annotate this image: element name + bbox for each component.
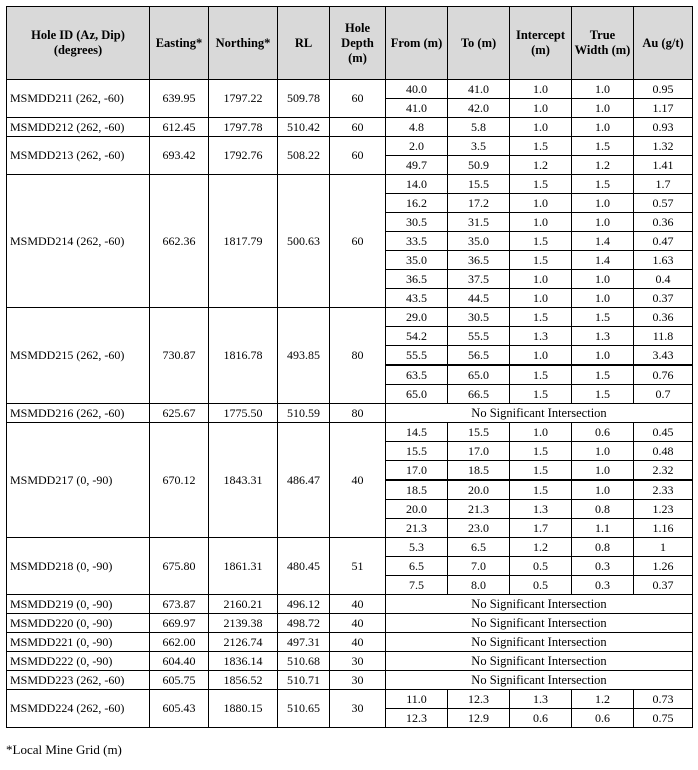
northing-cell: 1843.31 — [209, 423, 278, 538]
to-cell: 7.0 — [448, 557, 510, 576]
au-cell: 1 — [634, 538, 693, 557]
hole-id-cell: MSMDD213 (262, -60) — [7, 137, 150, 175]
au-cell: 0.48 — [634, 442, 693, 461]
hole-id-cell: MSMDD211 (262, -60) — [7, 80, 150, 118]
au-cell: 1.63 — [634, 251, 693, 270]
northing-cell: 1880.15 — [209, 690, 278, 728]
to-cell: 12.3 — [448, 690, 510, 709]
true-width-cell: 1.5 — [572, 385, 634, 404]
col-header-to: To (m) — [448, 7, 510, 80]
intercept-cell: 1.3 — [510, 327, 572, 346]
from-cell: 29.0 — [386, 308, 448, 327]
from-cell: 21.3 — [386, 519, 448, 538]
intercept-cell: 1.5 — [510, 461, 572, 481]
hole-depth-cell: 40 — [330, 595, 386, 614]
from-cell: 36.5 — [386, 270, 448, 289]
easting-cell: 612.45 — [150, 118, 209, 137]
table-row — [7, 538, 693, 557]
table-row — [7, 652, 693, 671]
northing-cell: 2126.74 — [209, 633, 278, 652]
easting-cell: 604.40 — [150, 652, 209, 671]
intercept-cell: 0.5 — [510, 557, 572, 576]
from-cell: 65.0 — [386, 385, 448, 404]
northing-cell: 1817.79 — [209, 175, 278, 308]
intercept-cell: 0.5 — [510, 576, 572, 595]
northing-cell: 1775.50 — [209, 404, 278, 423]
intercept-cell: 1.2 — [510, 538, 572, 557]
no-intersection-cell: No Significant Intersection — [386, 633, 693, 652]
from-cell: 11.0 — [386, 690, 448, 709]
col-header-hole-depth: Hole Depth (m) — [330, 7, 386, 80]
rl-cell: 510.68 — [278, 652, 330, 671]
table-row — [7, 308, 693, 327]
no-intersection-cell: No Significant Intersection — [386, 614, 693, 633]
footnote: *Local Mine Grid (m) — [6, 742, 122, 757]
easting-cell: 605.43 — [150, 690, 209, 728]
northing-cell: 1797.78 — [209, 118, 278, 137]
easting-cell: 639.95 — [150, 80, 209, 118]
hole-depth-cell: 60 — [330, 118, 386, 137]
to-cell: 23.0 — [448, 519, 510, 538]
au-cell: 3.43 — [634, 346, 693, 366]
header-row — [7, 7, 693, 80]
from-cell: 14.0 — [386, 175, 448, 194]
from-cell: 12.3 — [386, 709, 448, 728]
hole-depth-cell: 51 — [330, 538, 386, 595]
from-cell: 40.0 — [386, 80, 448, 99]
rl-cell: 510.59 — [278, 404, 330, 423]
rl-cell: 498.72 — [278, 614, 330, 633]
from-cell: 16.2 — [386, 194, 448, 213]
to-cell: 55.5 — [448, 327, 510, 346]
true-width-cell: 1.5 — [572, 137, 634, 156]
rl-cell: 510.42 — [278, 118, 330, 137]
col-header-easting: Easting* — [150, 7, 209, 80]
to-cell: 8.0 — [448, 576, 510, 595]
from-cell: 20.0 — [386, 500, 448, 519]
intercept-cell: 1.0 — [510, 194, 572, 213]
intercept-cell: 1.0 — [510, 423, 572, 442]
to-cell: 17.0 — [448, 442, 510, 461]
easting-cell: 662.00 — [150, 633, 209, 652]
to-cell: 41.0 — [448, 80, 510, 99]
intercept-cell: 1.0 — [510, 289, 572, 308]
hole-id-cell: MSMDD217 (0, -90) — [7, 423, 150, 538]
au-cell: 0.75 — [634, 709, 693, 728]
hole-id-cell: MSMDD220 (0, -90) — [7, 614, 150, 633]
rl-cell: 510.65 — [278, 690, 330, 728]
au-cell: 0.73 — [634, 690, 693, 709]
rl-cell: 496.12 — [278, 595, 330, 614]
intercept-cell: 1.0 — [510, 80, 572, 99]
hole-depth-cell: 30 — [330, 690, 386, 728]
drill-results-table — [6, 6, 693, 728]
true-width-cell: 1.0 — [572, 118, 634, 137]
no-intersection-cell: No Significant Intersection — [386, 671, 693, 690]
au-cell: 0.93 — [634, 118, 693, 137]
hole-depth-cell: 30 — [330, 652, 386, 671]
from-cell: 30.5 — [386, 213, 448, 232]
from-cell: 49.7 — [386, 156, 448, 175]
intercept-cell: 1.5 — [510, 442, 572, 461]
to-cell: 35.0 — [448, 232, 510, 251]
hole-depth-cell: 30 — [330, 671, 386, 690]
true-width-cell: 1.0 — [572, 213, 634, 232]
hole-id-cell: MSMDD222 (0, -90) — [7, 652, 150, 671]
intercept-cell: 1.3 — [510, 690, 572, 709]
to-cell: 56.5 — [448, 346, 510, 366]
hole-id-cell: MSMDD223 (262, -60) — [7, 671, 150, 690]
au-cell: 11.8 — [634, 327, 693, 346]
easting-cell: 605.75 — [150, 671, 209, 690]
au-cell: 1.16 — [634, 519, 693, 538]
table-row — [7, 175, 693, 194]
hole-id-cell: MSMDD214 (262, -60) — [7, 175, 150, 308]
au-cell: 0.36 — [634, 213, 693, 232]
easting-cell: 670.12 — [150, 423, 209, 538]
true-width-cell: 1.0 — [572, 80, 634, 99]
easting-cell: 693.42 — [150, 137, 209, 175]
hole-id-cell: MSMDD218 (0, -90) — [7, 538, 150, 595]
no-intersection-cell: No Significant Intersection — [386, 595, 693, 614]
northing-cell: 1797.22 — [209, 80, 278, 118]
true-width-cell: 1.5 — [572, 365, 634, 385]
hole-depth-cell: 40 — [330, 633, 386, 652]
from-cell: 15.5 — [386, 442, 448, 461]
au-cell: 0.76 — [634, 365, 693, 385]
intercept-cell: 1.5 — [510, 175, 572, 194]
no-intersection-cell: No Significant Intersection — [386, 652, 693, 671]
to-cell: 5.8 — [448, 118, 510, 137]
to-cell: 37.5 — [448, 270, 510, 289]
rl-cell: 497.31 — [278, 633, 330, 652]
hole-id-cell: MSMDD224 (262, -60) — [7, 690, 150, 728]
hole-id-cell: MSMDD212 (262, -60) — [7, 118, 150, 137]
northing-cell: 1836.14 — [209, 652, 278, 671]
true-width-cell: 1.0 — [572, 194, 634, 213]
true-width-cell: 0.3 — [572, 557, 634, 576]
au-cell: 1.26 — [634, 557, 693, 576]
from-cell: 2.0 — [386, 137, 448, 156]
au-cell: 0.4 — [634, 270, 693, 289]
northing-cell: 1856.52 — [209, 671, 278, 690]
intercept-cell: 1.0 — [510, 118, 572, 137]
rl-cell: 510.71 — [278, 671, 330, 690]
from-cell: 63.5 — [386, 365, 448, 385]
from-cell: 5.3 — [386, 538, 448, 557]
easting-cell: 662.36 — [150, 175, 209, 308]
from-cell: 7.5 — [386, 576, 448, 595]
au-cell: 1.17 — [634, 99, 693, 118]
col-header-au: Au (g/t) — [634, 7, 693, 80]
from-cell: 18.5 — [386, 480, 448, 500]
true-width-cell: 1.0 — [572, 480, 634, 500]
northing-cell: 2139.38 — [209, 614, 278, 633]
northing-cell: 2160.21 — [209, 595, 278, 614]
true-width-cell: 1.2 — [572, 156, 634, 175]
intercept-cell: 1.5 — [510, 137, 572, 156]
table-row — [7, 137, 693, 156]
to-cell: 20.0 — [448, 480, 510, 500]
hole-id-cell: MSMDD221 (0, -90) — [7, 633, 150, 652]
to-cell: 6.5 — [448, 538, 510, 557]
au-cell: 0.47 — [634, 232, 693, 251]
to-cell: 50.9 — [448, 156, 510, 175]
hole-depth-cell: 60 — [330, 137, 386, 175]
col-header-true-width: True Width (m) — [572, 7, 634, 80]
to-cell: 36.5 — [448, 251, 510, 270]
to-cell: 18.5 — [448, 461, 510, 481]
table-row — [7, 633, 693, 652]
true-width-cell: 1.5 — [572, 175, 634, 194]
rl-cell: 480.45 — [278, 538, 330, 595]
intercept-cell: 1.0 — [510, 270, 572, 289]
true-width-cell: 0.6 — [572, 423, 634, 442]
intercept-cell: 1.3 — [510, 500, 572, 519]
table-row — [7, 614, 693, 633]
from-cell: 55.5 — [386, 346, 448, 366]
from-cell: 33.5 — [386, 232, 448, 251]
intercept-cell: 1.5 — [510, 232, 572, 251]
intercept-cell: 1.5 — [510, 308, 572, 327]
true-width-cell: 1.0 — [572, 270, 634, 289]
true-width-cell: 1.4 — [572, 251, 634, 270]
true-width-cell: 1.0 — [572, 461, 634, 481]
au-cell: 1.23 — [634, 500, 693, 519]
table-row — [7, 423, 693, 442]
true-width-cell: 1.4 — [572, 232, 634, 251]
au-cell: 0.95 — [634, 80, 693, 99]
true-width-cell: 1.3 — [572, 327, 634, 346]
true-width-cell: 0.6 — [572, 709, 634, 728]
intercept-cell: 1.0 — [510, 346, 572, 366]
northing-cell: 1861.31 — [209, 538, 278, 595]
rl-cell: 500.63 — [278, 175, 330, 308]
intercept-cell: 1.2 — [510, 156, 572, 175]
to-cell: 65.0 — [448, 365, 510, 385]
intercept-cell: 1.0 — [510, 213, 572, 232]
hole-id-cell: MSMDD219 (0, -90) — [7, 595, 150, 614]
to-cell: 44.5 — [448, 289, 510, 308]
easting-cell: 673.87 — [150, 595, 209, 614]
true-width-cell: 1.5 — [572, 308, 634, 327]
from-cell: 14.5 — [386, 423, 448, 442]
hole-id-cell: MSMDD215 (262, -60) — [7, 308, 150, 404]
to-cell: 15.5 — [448, 423, 510, 442]
hole-id-cell: MSMDD216 (262, -60) — [7, 404, 150, 423]
true-width-cell: 0.8 — [572, 538, 634, 557]
easting-cell: 669.97 — [150, 614, 209, 633]
from-cell: 43.5 — [386, 289, 448, 308]
hole-depth-cell: 60 — [330, 175, 386, 308]
au-cell: 1.7 — [634, 175, 693, 194]
true-width-cell: 1.2 — [572, 690, 634, 709]
to-cell: 15.5 — [448, 175, 510, 194]
au-cell: 0.36 — [634, 308, 693, 327]
to-cell: 17.2 — [448, 194, 510, 213]
col-header-rl: RL — [278, 7, 330, 80]
to-cell: 66.5 — [448, 385, 510, 404]
easting-cell: 675.80 — [150, 538, 209, 595]
col-header-from: From (m) — [386, 7, 448, 80]
hole-depth-cell: 60 — [330, 80, 386, 118]
au-cell: 2.32 — [634, 461, 693, 481]
au-cell: 0.37 — [634, 289, 693, 308]
col-header-hole-id: Hole ID (Az, Dip) (degrees) — [7, 7, 150, 80]
au-cell: 0.45 — [634, 423, 693, 442]
rl-cell: 493.85 — [278, 308, 330, 404]
no-intersection-cell: No Significant Intersection — [386, 404, 693, 423]
table-row — [7, 80, 693, 99]
from-cell: 41.0 — [386, 99, 448, 118]
northing-cell: 1792.76 — [209, 137, 278, 175]
true-width-cell: 1.0 — [572, 289, 634, 308]
table-row — [7, 671, 693, 690]
hole-depth-cell: 40 — [330, 423, 386, 538]
hole-depth-cell: 40 — [330, 614, 386, 633]
intercept-cell: 1.5 — [510, 385, 572, 404]
table-row — [7, 595, 693, 614]
to-cell: 21.3 — [448, 500, 510, 519]
col-header-northing: Northing* — [209, 7, 278, 80]
au-cell: 0.57 — [634, 194, 693, 213]
col-header-intercept: Intercept (m) — [510, 7, 572, 80]
au-cell: 2.33 — [634, 480, 693, 500]
rl-cell: 509.78 — [278, 80, 330, 118]
true-width-cell: 1.0 — [572, 99, 634, 118]
true-width-cell: 0.3 — [572, 576, 634, 595]
rl-cell: 508.22 — [278, 137, 330, 175]
hole-depth-cell: 80 — [330, 308, 386, 404]
intercept-cell: 1.5 — [510, 365, 572, 385]
true-width-cell: 1.1 — [572, 519, 634, 538]
to-cell: 3.5 — [448, 137, 510, 156]
from-cell: 54.2 — [386, 327, 448, 346]
true-width-cell: 1.0 — [572, 442, 634, 461]
from-cell: 17.0 — [386, 461, 448, 481]
hole-depth-cell: 80 — [330, 404, 386, 423]
rl-cell: 486.47 — [278, 423, 330, 538]
from-cell: 4.8 — [386, 118, 448, 137]
easting-cell: 625.67 — [150, 404, 209, 423]
intercept-cell: 1.7 — [510, 519, 572, 538]
au-cell: 1.32 — [634, 137, 693, 156]
intercept-cell: 1.5 — [510, 480, 572, 500]
au-cell: 1.41 — [634, 156, 693, 175]
table-row — [7, 690, 693, 709]
from-cell: 6.5 — [386, 557, 448, 576]
to-cell: 12.9 — [448, 709, 510, 728]
from-cell: 35.0 — [386, 251, 448, 270]
to-cell: 42.0 — [448, 99, 510, 118]
intercept-cell: 1.0 — [510, 99, 572, 118]
intercept-cell: 1.5 — [510, 251, 572, 270]
easting-cell: 730.87 — [150, 308, 209, 404]
to-cell: 31.5 — [448, 213, 510, 232]
true-width-cell: 0.8 — [572, 500, 634, 519]
to-cell: 30.5 — [448, 308, 510, 327]
northing-cell: 1816.78 — [209, 308, 278, 404]
table-row — [7, 404, 693, 423]
au-cell: 0.37 — [634, 576, 693, 595]
table-row — [7, 118, 693, 137]
au-cell: 0.7 — [634, 385, 693, 404]
true-width-cell: 1.0 — [572, 346, 634, 366]
intercept-cell: 0.6 — [510, 709, 572, 728]
